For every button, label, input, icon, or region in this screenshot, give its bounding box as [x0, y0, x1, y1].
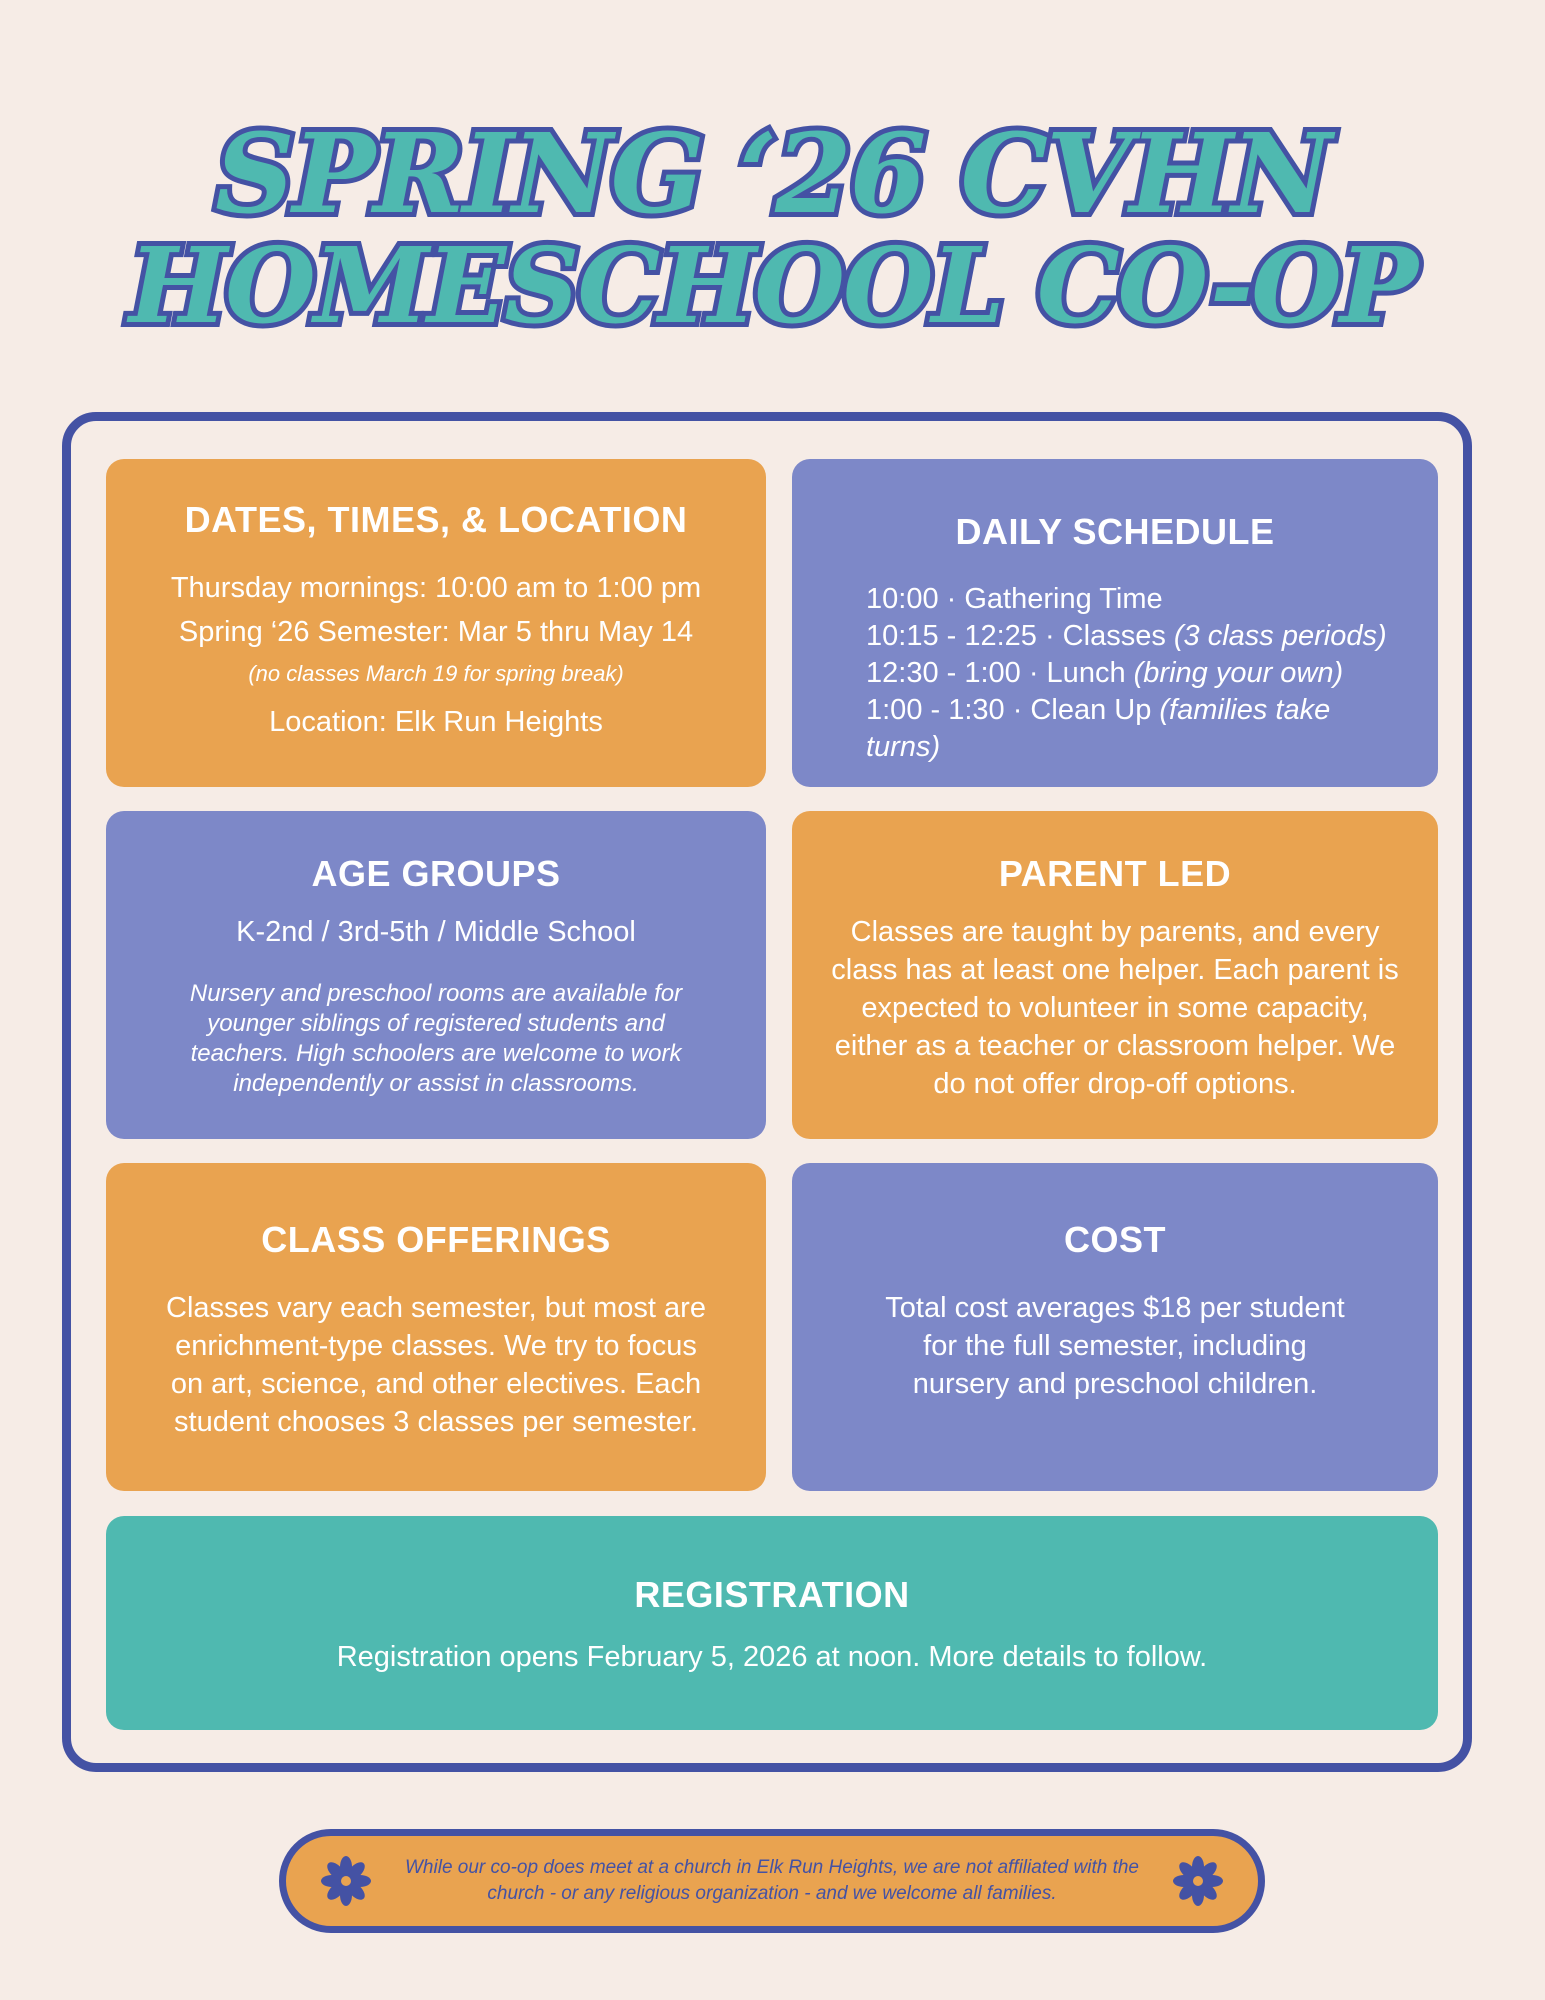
flower-icon: [318, 1853, 374, 1909]
age-groups-note: Nursery and preschool rooms are available for younger siblings of registered students and teachers. High schoolers are welcome to work independently or assist in classrooms.: [189, 980, 683, 1097]
age-groups-list: K-2nd / 3rd-5th / Middle School: [236, 916, 636, 948]
dates-line-semester: Spring ‘26 Semester: Mar 5 thru May 14: [178, 616, 694, 648]
schedule-row: 10:00 · Gathering Time: [866, 583, 1163, 615]
age-groups-card: [106, 811, 766, 1139]
schedule-heading: DAILY SCHEDULE: [955, 511, 1275, 552]
schedule-list: [822, 581, 1408, 766]
daily-schedule-card: [792, 459, 1438, 787]
title-line-1: SPRING ‘26 CVHN: [215, 109, 1330, 238]
flower-icon: [1170, 1853, 1226, 1909]
registration-body: Registration opens February 5, 2026 at noon. More details to follow.: [336, 1641, 1208, 1673]
dates-times-location-card: [106, 459, 766, 787]
parent-led-heading: PARENT LED: [998, 853, 1232, 894]
dates-location: Location: Elk Run Heights: [269, 706, 603, 738]
parent-led-body: Classes are taught by parents, and every class has at least one helper. Each parent is expected to volunteer in some capacity, either as a teacher or classroom helper. We do not offer drop-off options.: [831, 916, 1399, 1100]
registration-card: [106, 1516, 1438, 1730]
cost-heading: COST: [1063, 1219, 1166, 1260]
dates-line-thursday: Thursday mornings: 10:00 am to 1:00 pm: [170, 572, 702, 604]
registration-heading: REGISTRATION: [634, 1574, 910, 1615]
schedule-row: 1:00 - 1:30 · Clean Up (families take turns): [866, 694, 1331, 763]
class-offerings-body: Classes vary each semester, but most are enrichment-type classes. We try to focus on art, science, and other electives. Each student chooses 3 classes per semester.: [166, 1292, 706, 1438]
cost-body: Total cost averages $18 per student for the full semester, including nursery and preschool children.: [885, 1292, 1345, 1400]
dates-note: (no classes March 19 for spring break): [248, 661, 624, 686]
age-groups-heading: AGE GROUPS: [311, 853, 561, 894]
page-title: [0, 109, 1545, 347]
class-offerings-card: [106, 1163, 766, 1491]
title-line-2: HOMESCHOOL CO-OP: [128, 224, 1417, 347]
schedule-row: 12:30 - 1:00 · Lunch (bring your own): [866, 657, 1344, 689]
footer-text: While our co-op does meet at a church in Elk Run Heights, we are not affiliated with the church - or any religious organization - and we welcome all families.: [405, 1857, 1139, 1904]
class-offerings-heading: CLASS OFFERINGS: [261, 1219, 611, 1260]
parent-led-card: [792, 811, 1438, 1139]
schedule-row: 10:15 - 12:25 · Classes (3 class periods): [866, 620, 1387, 652]
cost-card: [792, 1163, 1438, 1491]
dates-heading: DATES, TIMES, & LOCATION: [184, 499, 688, 540]
footer-note: [279, 1829, 1265, 1933]
